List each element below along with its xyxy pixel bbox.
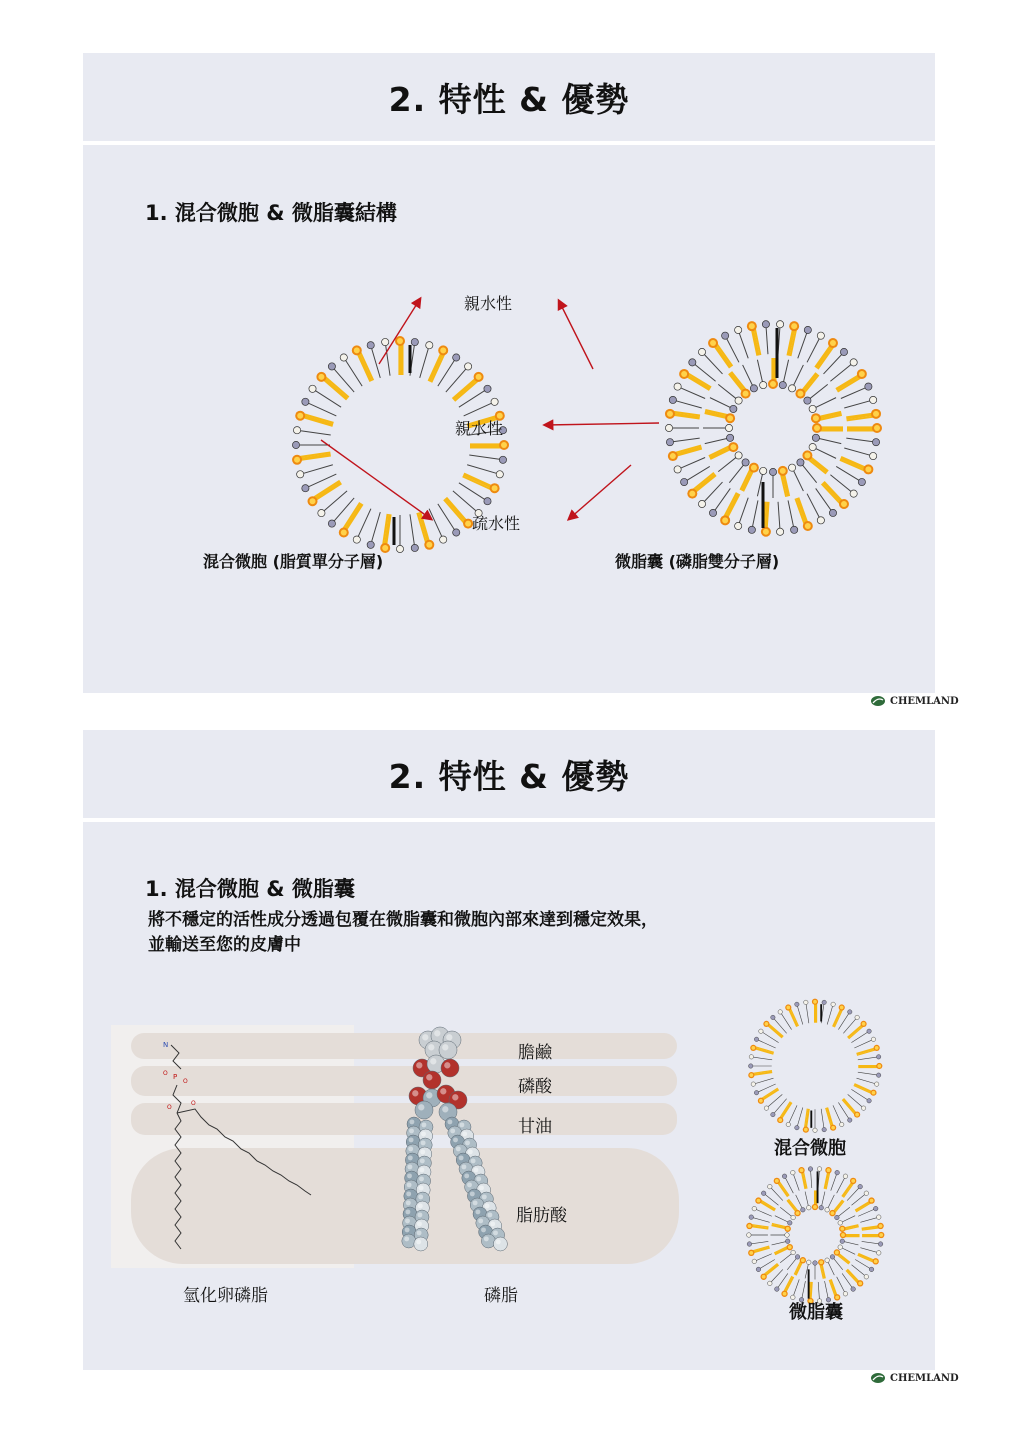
svg-text:O: O	[191, 1100, 196, 1107]
caption-phospholipid: 磷脂	[484, 1286, 518, 1306]
svg-text:O: O	[167, 1104, 172, 1111]
arrow-hydrophilic-right-top	[559, 301, 593, 369]
arrow-hydrophilic-right-mid	[545, 423, 659, 425]
caption-mixed-micelle: 混合微胞 (脂質單分子層)	[203, 552, 384, 571]
svg-text:N: N	[163, 1041, 169, 1049]
logo-text: CHEMLAND	[890, 1372, 959, 1384]
svg-text:O: O	[163, 1070, 168, 1077]
label-hydrophobic: 疏水性	[472, 514, 521, 533]
slide-1-section-heading: 1. 混合微胞 & 微脂囊結構	[145, 201, 397, 225]
side-caption-mixed-micelle: 混合微胞	[774, 1138, 846, 1159]
leaf-logo-icon	[870, 695, 886, 707]
arrow-hydrophobic-left	[321, 440, 431, 519]
slide-2	[83, 730, 935, 1370]
slide-2-section-heading: 1. 混合微胞 & 微脂囊	[145, 877, 355, 901]
slide-2-title: 2. 特性 & 優勢	[388, 756, 630, 796]
mixed-micelle-small-diagram	[747, 998, 883, 1134]
logo-text: CHEMLAND	[890, 695, 959, 707]
arrow-hydrophilic-left	[379, 299, 420, 364]
caption-liposome: 微脂囊 (磷脂雙分子層)	[615, 552, 780, 571]
slide-1-title: 2. 特性 & 優勢	[388, 79, 630, 119]
band-label-fatty-acid: 脂肪酸	[516, 1206, 567, 1226]
label-hydrophilic-mid: 親水性	[455, 419, 504, 438]
band-label-glycerol: 甘油	[518, 1117, 552, 1137]
annotation-arrows	[83, 53, 935, 693]
svg-text:P: P	[173, 1073, 178, 1081]
chemland-logo-1	[870, 695, 959, 707]
phospholipid-space-filling-model	[388, 1028, 518, 1258]
slide-2-body-line-2: 並輸送至您的皮膚中	[148, 935, 301, 955]
chemland-logo-2	[870, 1372, 959, 1384]
lecithin-structural-formula	[111, 1025, 354, 1268]
band-label-choline: 膽鹼	[518, 1043, 552, 1063]
caption-hydrogenated-lecithin: 氫化卵磷脂	[183, 1286, 268, 1306]
arrow-hydrophobic-right	[569, 465, 631, 519]
label-hydrophilic-top: 親水性	[464, 294, 513, 313]
svg-text:O: O	[183, 1078, 188, 1085]
slide-1	[83, 53, 935, 693]
band-label-phosphate: 磷酸	[518, 1077, 552, 1097]
liposome-small-diagram	[745, 1165, 885, 1305]
leaf-logo-icon	[870, 1372, 886, 1384]
side-caption-liposome: 微脂囊	[789, 1302, 843, 1323]
slide-2-body-line-1: 將不穩定的活性成分透過包覆在微脂囊和微胞內部來達到穩定效果，	[148, 910, 658, 930]
slide-2-header	[83, 730, 935, 822]
